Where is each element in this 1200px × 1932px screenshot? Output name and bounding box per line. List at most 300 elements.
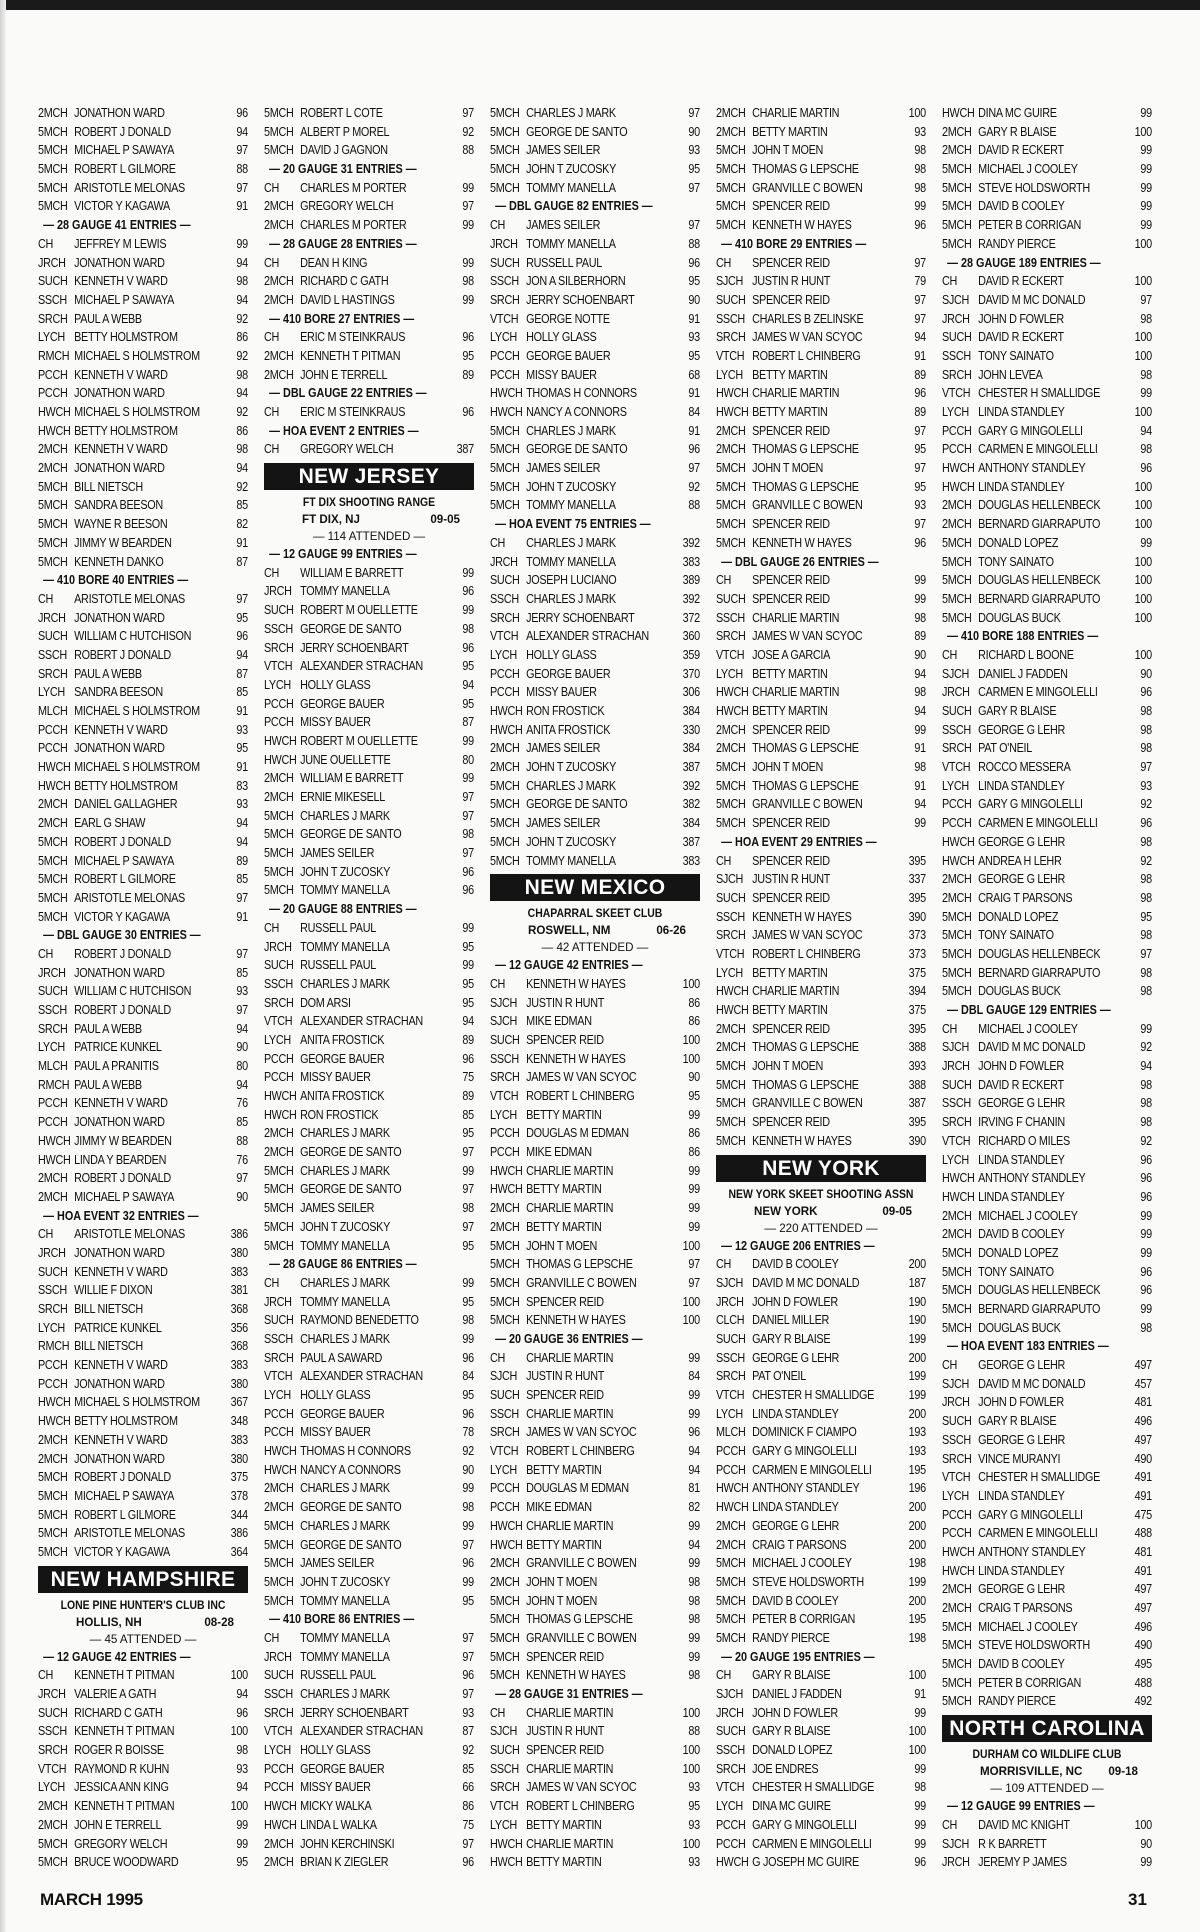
shooter-name: JONATHON WARD: [74, 1115, 165, 1130]
shooter-name: JAMES SEILER: [526, 816, 601, 831]
class-label: LYCH: [490, 1817, 517, 1832]
result-row: [942, 235, 1152, 254]
result-row: [716, 1722, 926, 1741]
score: 97: [236, 180, 248, 195]
score: 98: [914, 180, 926, 195]
class-label: CH: [942, 274, 958, 289]
class-label: HWCH: [490, 1163, 523, 1178]
shooter-name: BERNARD GIARRAPUTO: [978, 1302, 1101, 1316]
result-row: [942, 478, 1152, 497]
column-5: [942, 104, 1152, 1872]
score: 98: [914, 760, 926, 775]
shooter-name: WILLIAM C HUTCHISON: [74, 984, 192, 999]
shooter-name: ARISTOTLE MELONAS: [74, 1227, 185, 1242]
score: 88: [688, 236, 700, 251]
shooter-name: JAMES SEILER: [300, 1556, 375, 1571]
shooter-name: GEORGE BAUER: [300, 1406, 385, 1421]
shooter-name: GRANVILLE C BOWEN: [526, 1275, 637, 1290]
score: 89: [236, 853, 248, 868]
shooter-name: GRANVILLE C BOWEN: [752, 180, 863, 195]
shooter-name: KENNETH W HAYES: [752, 909, 852, 924]
class-label: HWCH: [490, 386, 523, 401]
class-label: CH: [264, 565, 280, 580]
class-label: SUCH: [264, 1313, 294, 1328]
score: 89: [462, 367, 474, 382]
score: 96: [462, 883, 474, 898]
shooter-name: ANITA FROSTICK: [300, 1032, 385, 1047]
result-row: [38, 459, 248, 478]
score: 100: [682, 1238, 700, 1253]
result-row: [942, 366, 1152, 385]
result-row: [490, 1124, 700, 1143]
score: 395: [908, 1021, 926, 1036]
class-label: SUCH: [490, 1388, 520, 1402]
shooter-name: SPENCER REID: [526, 1032, 604, 1047]
score: 99: [462, 1518, 474, 1533]
class-label: VTCH: [942, 1470, 971, 1485]
result-row: [942, 1375, 1152, 1394]
result-row: [264, 1124, 474, 1143]
result-row: [942, 609, 1152, 628]
result-row: [942, 908, 1152, 927]
class-label: 5MCH: [264, 1238, 294, 1253]
shooter-name: CHARLES J MARK: [300, 808, 390, 823]
class-label: CH: [38, 591, 54, 606]
class-label: 2MCH: [38, 1189, 68, 1204]
class-label: PCCH: [264, 1761, 294, 1776]
class-label: SSCH: [942, 348, 971, 363]
score: 99: [1140, 1855, 1152, 1870]
class-label: JRCH: [264, 1294, 292, 1309]
class-label: SSCH: [490, 274, 519, 289]
score: 99: [688, 1406, 700, 1421]
shooter-name: CHARLES J MARK: [526, 591, 616, 606]
score: 97: [914, 517, 926, 532]
shooter-name: TOMMY MANELLA: [300, 1238, 390, 1253]
class-label: SRCH: [942, 367, 972, 382]
result-row: [38, 328, 248, 347]
shooter-name: KENNETH W HAYES: [526, 1051, 626, 1066]
shooter-name: GRANVILLE C BOWEN: [752, 1096, 863, 1111]
result-row: [264, 938, 474, 957]
shooter-name: LINDA STANDLEY: [978, 778, 1065, 793]
result-row: [716, 459, 926, 478]
score: 360: [682, 629, 700, 644]
score: 99: [462, 565, 474, 580]
shooter-name: LINDA STANDLEY: [978, 1563, 1065, 1578]
shooter-name: JERRY SCHOENBART: [300, 1705, 409, 1720]
score: 99: [236, 1836, 248, 1851]
shooter-name: CHARLIE MARTIN: [752, 386, 840, 401]
score: 96: [914, 535, 926, 550]
shooter-name: ALEXANDER STRACHAN: [526, 629, 649, 644]
shooter-name: GREGORY WELCH: [300, 442, 394, 457]
shooter-name: CHARLIE MARTIN: [752, 685, 840, 700]
result-row: [716, 1423, 926, 1442]
shooter-name: JOHN T ZUCOSKY: [526, 760, 616, 775]
score: 496: [1134, 1414, 1152, 1429]
class-label: HWCH: [942, 479, 975, 494]
class-label: HWCH: [264, 1817, 297, 1832]
score: 99: [1140, 162, 1152, 177]
shooter-name: THOMAS G LEPSCHE: [752, 162, 859, 177]
result-row: [490, 1293, 700, 1312]
class-label: 2MCH: [264, 367, 294, 382]
result-row: [264, 1218, 474, 1237]
score: 386: [230, 1526, 248, 1541]
shooter-name: GEORGE DE SANTO: [300, 1182, 402, 1197]
shooter-name: CARMEN E MINGOLELLI: [752, 1462, 872, 1477]
score: 97: [914, 311, 926, 326]
shooter-name: DOM ARSI: [300, 995, 351, 1010]
class-label: JRCH: [942, 311, 970, 326]
score: 199: [908, 1574, 926, 1589]
class-label: 5MCH: [716, 498, 746, 513]
score: 76: [236, 1152, 248, 1167]
club-name: NEW YORK SKEET SHOOTING ASSN: [728, 1187, 914, 1201]
column-2: [264, 104, 474, 1872]
score: 99: [1140, 199, 1152, 214]
score: 97: [462, 1219, 474, 1234]
event-header: — 410 BORE 27 ENTRIES —: [269, 311, 415, 326]
score: 94: [236, 1077, 248, 1092]
shooter-name: CHARLES J MARK: [300, 1275, 390, 1290]
shooter-name: TONY SAINATO: [978, 928, 1054, 943]
shooter-name: HOLLY GLASS: [300, 677, 371, 692]
score: 92: [1140, 1133, 1152, 1148]
result-row: [490, 1442, 700, 1461]
score: 93: [236, 984, 248, 999]
class-label: SRCH: [490, 1070, 520, 1085]
shooter-name: JONATHON WARD: [74, 610, 165, 625]
shooter-name: GEORGE BAUER: [300, 696, 385, 711]
result-row: [38, 1722, 248, 1741]
class-label: PCCH: [490, 1481, 520, 1496]
shooter-name: GEORGE G LEHR: [978, 1432, 1066, 1447]
class-label: 5MCH: [490, 479, 520, 494]
class-label: SSCH: [264, 621, 293, 636]
result-row: [38, 310, 248, 329]
class-label: 2MCH: [264, 771, 294, 786]
result-row: [942, 1038, 1152, 1057]
shooter-name: PAUL A WEBB: [74, 311, 142, 326]
class-label: 2MCH: [38, 816, 68, 831]
score: 97: [688, 180, 700, 195]
shooter-name: JAMES W VAN SCYOC: [752, 928, 863, 943]
shooter-name: JEFFREY M LEWIS: [74, 236, 167, 251]
score: 375: [908, 965, 926, 980]
result-row: [264, 291, 474, 310]
class-label: 5MCH: [716, 1612, 746, 1627]
event-header: — 410 BORE 86 ENTRIES —: [269, 1612, 415, 1627]
result-row: [38, 123, 248, 142]
class-label: JRCH: [264, 584, 292, 599]
result-row: [716, 571, 926, 590]
shooter-name: DANIEL J FADDEN: [752, 1687, 842, 1701]
class-label: SSCH: [264, 976, 293, 991]
score: 387: [682, 760, 700, 775]
score: 93: [688, 143, 700, 158]
shooter-name: ROBERT J DONALD: [74, 1171, 171, 1186]
class-label: LYCH: [490, 647, 517, 662]
class-label: PCCH: [38, 1376, 68, 1391]
class-label: PCCH: [38, 1115, 68, 1130]
result-row: [264, 1031, 474, 1050]
class-label: MLCH: [38, 1059, 68, 1074]
score: 491: [1134, 1488, 1152, 1503]
result-row: [716, 422, 926, 441]
result-row: [716, 515, 926, 534]
shooter-name: CHARLIE MARTIN: [526, 1201, 614, 1216]
result-row: [942, 141, 1152, 160]
class-label: PCCH: [264, 696, 294, 711]
class-label: 2MCH: [490, 1201, 520, 1216]
shooter-name: GEORGE G LEHR: [752, 1518, 840, 1533]
shooter-name: MICHAEL J COOLEY: [978, 162, 1078, 177]
score: 95: [688, 274, 700, 289]
class-label: HWCH: [942, 1544, 975, 1559]
score: 497: [1134, 1358, 1152, 1373]
result-row: [942, 1599, 1152, 1618]
score: 92: [462, 1444, 474, 1459]
class-label: CH: [942, 647, 958, 662]
class-label: JRCH: [942, 1395, 970, 1410]
score: 100: [230, 1799, 248, 1814]
result-row: [716, 852, 926, 871]
shooter-name: JOHN T MOEN: [526, 1593, 598, 1608]
score: 373: [908, 928, 926, 943]
shooter-name: BERNARD GIARRAPUTO: [978, 517, 1101, 532]
class-label: 5MCH: [490, 180, 520, 195]
shooter-name: MISSY BAUER: [526, 367, 597, 382]
shooter-name: PETER B CORRIGAN: [978, 218, 1082, 233]
score: 90: [688, 1070, 700, 1085]
event-header: — 20 GAUGE 88 ENTRIES —: [269, 902, 417, 917]
result-row: [264, 601, 474, 620]
shooter-name: KENNETH V WARD: [74, 1358, 168, 1373]
class-label: 5MCH: [716, 816, 746, 831]
shooter-name: MICHAEL S HOLMSTROM: [74, 405, 200, 419]
shooter-name: KENNETH W HAYES: [526, 976, 626, 991]
shooter-name: KENNETH V WARD: [74, 442, 168, 457]
score: 93: [688, 1855, 700, 1870]
class-label: CH: [490, 1705, 506, 1720]
result-row: [38, 777, 248, 796]
result-row: [38, 496, 248, 515]
shooter-name: BILL NIETSCH: [74, 479, 143, 494]
shooter-name: GEORGE NOTTE: [526, 311, 610, 326]
location-date: [38, 1614, 248, 1631]
score: 388: [908, 1077, 926, 1092]
class-label: JRCH: [942, 685, 970, 700]
state-banner: NEW JERSEY: [264, 463, 474, 490]
class-label: 5MCH: [716, 1630, 746, 1645]
shooter-name: ERIC M STEINKRAUS: [300, 405, 406, 419]
result-row: [264, 1741, 474, 1760]
class-label: 5MCH: [38, 1470, 68, 1485]
result-row: [942, 795, 1152, 814]
shooter-name: DONALD LOPEZ: [752, 1743, 833, 1758]
shooter-name: RICHARD C GATH: [300, 274, 389, 289]
shooter-name: TOMMY MANELLA: [526, 853, 616, 868]
shooter-name: DOUGLAS HELLENBECK: [978, 1283, 1101, 1298]
class-label: 5MCH: [38, 1526, 68, 1541]
attendance: — 220 ATTENDED —: [764, 1221, 878, 1235]
result-row: [38, 833, 248, 852]
class-label: 5MCH: [716, 1077, 746, 1092]
class-label: 5MCH: [38, 1836, 68, 1851]
result-row: [942, 347, 1152, 366]
result-row: [38, 1038, 248, 1057]
shooter-name: TOMMY MANELLA: [300, 1294, 390, 1309]
shooter-name: JON A SILBERHORN: [526, 274, 626, 289]
class-label: PCCH: [38, 741, 68, 756]
result-row: [942, 1356, 1152, 1375]
class-label: LYCH: [942, 1488, 969, 1503]
score: 356: [230, 1320, 248, 1335]
score: 95: [462, 995, 474, 1010]
score: 97: [236, 946, 248, 961]
shooter-name: JOHN T ZUCOSKY: [300, 1219, 390, 1234]
score: 490: [1134, 1638, 1152, 1653]
score: 386: [230, 1227, 248, 1242]
score: 100: [1134, 554, 1152, 569]
result-row: [38, 1506, 248, 1525]
score: 93: [688, 1780, 700, 1795]
score: 96: [236, 106, 248, 120]
score: 393: [908, 1059, 926, 1074]
class-label: CH: [716, 573, 732, 588]
result-row: [38, 1094, 248, 1113]
class-label: SUCH: [264, 958, 294, 973]
result-row: [942, 1674, 1152, 1693]
score: 98: [688, 1612, 700, 1627]
result-row: [38, 814, 248, 833]
score: 492: [1134, 1694, 1152, 1709]
score: 97: [462, 1836, 474, 1851]
shooter-name: CHARLIE MARTIN: [752, 106, 840, 120]
shooter-name: JOHN T ZUCOSKY: [526, 479, 616, 494]
result-row: [942, 1506, 1152, 1525]
result-row: [716, 104, 926, 123]
class-label: SRCH: [38, 1743, 68, 1758]
shooter-name: SPENCER REID: [752, 292, 830, 307]
shooter-name: CHARLES J MARK: [526, 423, 616, 438]
shooter-name: DOMINICK F CIAMPO: [752, 1425, 857, 1440]
result-row: [490, 1106, 700, 1125]
shooter-name: SPENCER REID: [752, 591, 830, 606]
result-row: [38, 1853, 248, 1872]
score: 96: [1140, 1189, 1152, 1204]
shooter-name: GARY R BLAISE: [978, 124, 1057, 139]
result-row: [264, 197, 474, 216]
shooter-name: TOMMY MANELLA: [526, 236, 616, 251]
result-row: [716, 478, 926, 497]
result-row: [942, 272, 1152, 291]
class-label: 5MCH: [264, 1556, 294, 1571]
class-label: PCCH: [38, 367, 68, 382]
score: 87: [462, 715, 474, 730]
result-row: [716, 1741, 926, 1760]
shooter-name: DAVID M MC DONALD: [978, 1376, 1086, 1391]
score: 98: [914, 162, 926, 177]
score: 99: [688, 1182, 700, 1197]
class-label: 5MCH: [38, 199, 68, 214]
event-header: — 20 GAUGE 195 ENTRIES —: [721, 1649, 875, 1664]
class-label: SRCH: [490, 292, 520, 307]
shooter-name: CHARLES J MARK: [300, 976, 390, 991]
class-label: 5MCH: [490, 498, 520, 513]
class-label: LYCH: [942, 405, 969, 419]
score: 392: [682, 778, 700, 793]
class-label: 2MCH: [264, 348, 294, 363]
class-label: HWCH: [38, 1133, 71, 1148]
class-label: 2MCH: [38, 461, 68, 476]
event-header: — HOA EVENT 29 ENTRIES —: [721, 834, 877, 849]
result-row: [264, 956, 474, 975]
score: 93: [236, 722, 248, 737]
class-label: 5MCH: [38, 162, 68, 177]
score: 94: [1140, 1059, 1152, 1074]
shooter-name: GEORGE G LEHR: [978, 872, 1066, 887]
result-row: [38, 141, 248, 160]
class-label: CH: [38, 1227, 54, 1242]
score: 200: [908, 1593, 926, 1608]
score: 94: [236, 461, 248, 476]
shooter-name: JONATHON WARD: [74, 1376, 165, 1391]
result-row: [716, 609, 926, 628]
score: 99: [1140, 1208, 1152, 1223]
score: 378: [230, 1488, 248, 1503]
class-label: 5MCH: [716, 517, 746, 532]
shooter-name: GARY R BLAISE: [752, 1668, 831, 1683]
result-row: [264, 1143, 474, 1162]
class-label: SJCH: [490, 1724, 518, 1739]
result-row: [490, 1050, 700, 1069]
class-label: LYCH: [716, 1406, 743, 1421]
score: 98: [462, 621, 474, 636]
class-label: JRCH: [716, 1705, 744, 1720]
result-row: [264, 1760, 474, 1779]
shooter-name: TOMMY MANELLA: [300, 1630, 390, 1645]
result-row: [490, 1199, 700, 1218]
class-label: 5MCH: [942, 180, 972, 195]
class-label: SJCH: [942, 292, 970, 307]
score: 100: [1134, 274, 1152, 289]
shooter-name: TOMMY MANELLA: [526, 498, 616, 513]
result-row: [716, 627, 926, 646]
result-row: [716, 1498, 926, 1517]
class-label: 5MCH: [716, 760, 746, 775]
score: 99: [462, 255, 474, 270]
result-row: [38, 870, 248, 889]
shooter-name: CRAIG T PARSONS: [978, 1601, 1073, 1615]
class-label: HWCH: [490, 722, 523, 737]
class-label: 5MCH: [716, 1556, 746, 1571]
result-row: [264, 141, 474, 160]
score: 92: [236, 405, 248, 419]
result-row: [490, 496, 700, 515]
result-row: [716, 1592, 926, 1611]
score: 89: [462, 1089, 474, 1103]
class-label: VTCH: [490, 1089, 519, 1103]
result-row: [942, 982, 1152, 1001]
class-label: VTCH: [264, 1369, 293, 1384]
score: 94: [688, 1462, 700, 1477]
score: 380: [230, 1245, 248, 1260]
result-row: [38, 1057, 248, 1076]
result-row: [716, 1293, 926, 1312]
